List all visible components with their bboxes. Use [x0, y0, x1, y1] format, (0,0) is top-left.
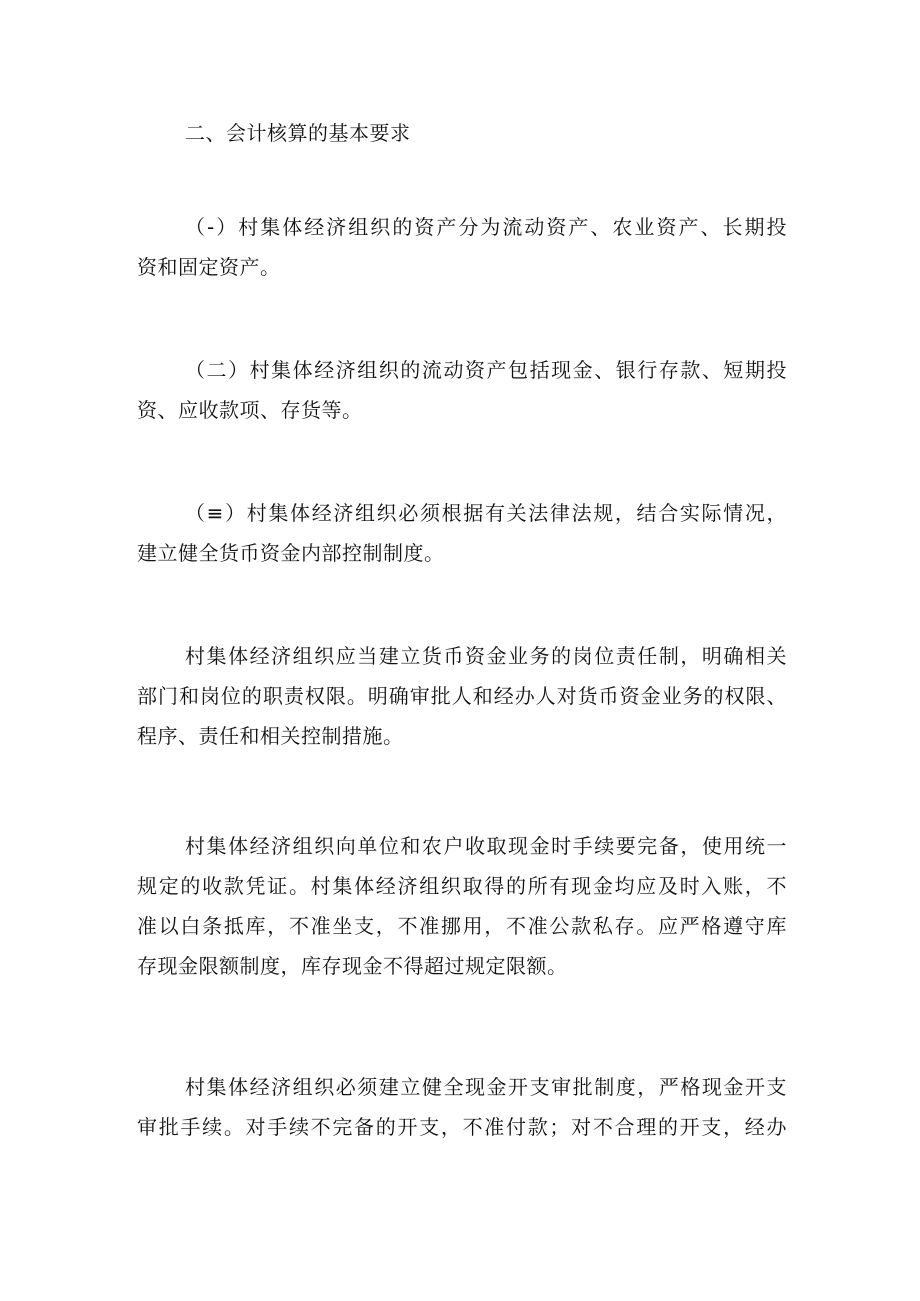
paragraph-line: 村集体经济组织必须建立健全现金开支审批制度，严格现金开支: [185, 1075, 787, 1099]
paragraph-6: [137, 1067, 787, 1147]
paragraph-line: 资和固定资产。: [137, 255, 281, 279]
paragraph-5: [137, 826, 787, 986]
section-heading: [137, 113, 787, 153]
paragraph-line: 程序、责任和相关控制措施。: [137, 724, 404, 748]
paragraph-line: 部门和岗位的职责权限。明确审批人和经办人对货币资金业务的权限、: [137, 684, 787, 708]
paragraph-4: [137, 636, 787, 756]
paragraph-line: （二）村集体经济组织的流动资产包括现金、银行存款、短期投: [185, 358, 787, 382]
paragraph-line: 建立健全货币资金内部控制制度。: [137, 541, 445, 565]
paragraph-line: 准以白条抵库，不准坐支，不准挪用，不准公款私存。应严格遵守库: [137, 914, 787, 938]
paragraph-line: （-）村集体经济组织的资产分为流动资产、农业资产、长期投: [185, 215, 787, 239]
paragraph-line: 存现金限额制度，库存现金不得超过规定限额。: [137, 954, 568, 978]
paragraph-line: 村集体经济组织向单位和农户收取现金时手续要完备，使用统一: [185, 834, 787, 858]
paragraph-line: （≡）村集体经济组织必须根据有关法律法规，结合实际情况，: [185, 501, 787, 525]
heading-text: 二、会计核算的基本要求: [185, 121, 411, 145]
paragraph-2: [137, 350, 787, 430]
paragraph-3: [137, 493, 787, 573]
paragraph-line: 审批手续。对手续不完备的开支，不准付款；对不合理的开支，经办: [137, 1115, 787, 1139]
paragraph-1: [137, 207, 787, 287]
paragraph-line: 村集体经济组织应当建立货币资金业务的岗位责任制，明确相关: [185, 644, 787, 668]
paragraph-line: 资、应收款项、存货等。: [137, 398, 363, 422]
paragraph-line: 规定的收款凭证。村集体经济组织取得的所有现金均应及时入账，不: [137, 874, 787, 898]
